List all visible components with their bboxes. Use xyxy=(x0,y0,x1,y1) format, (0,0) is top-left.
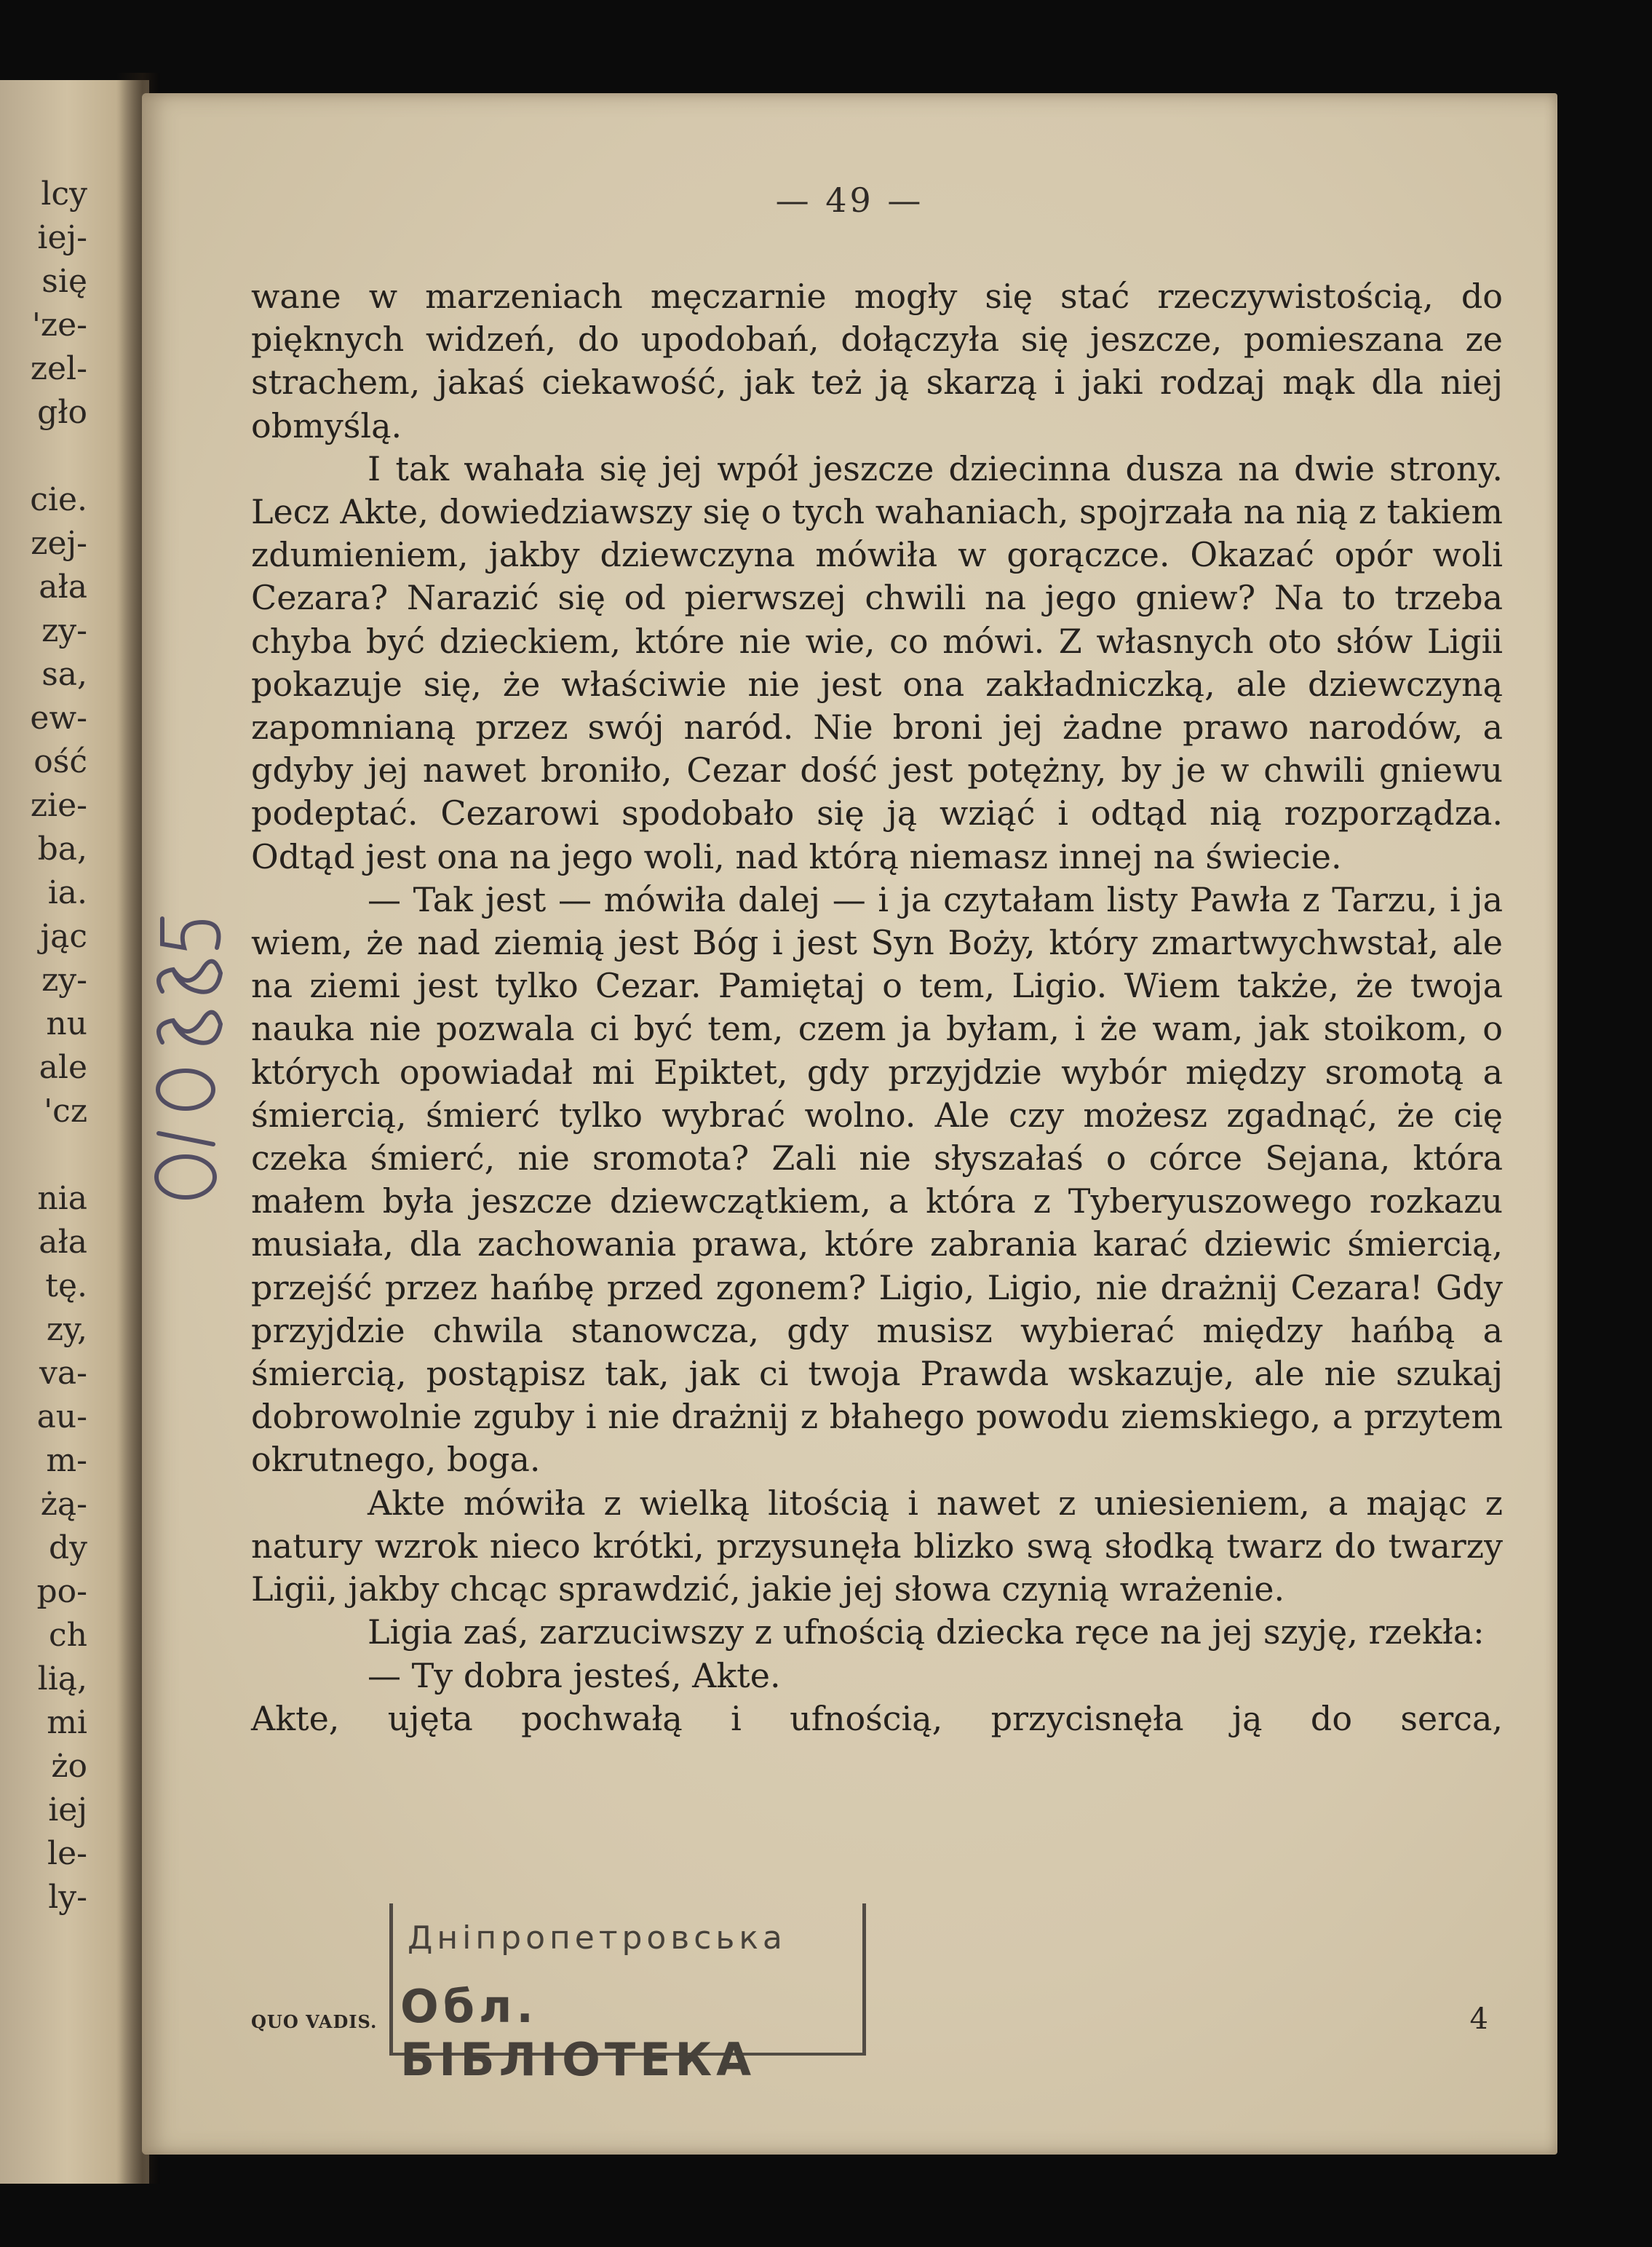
page-body-text xyxy=(251,275,1503,1740)
previous-page-fragment: iej xyxy=(48,1791,87,1828)
printer-signature: QUO VADIS. xyxy=(251,2011,378,2032)
previous-page-fragment: sa, xyxy=(41,656,87,693)
previous-page-fragment: zel- xyxy=(30,350,87,387)
previous-page-fragment: m- xyxy=(46,1442,87,1479)
paragraph: — Tak jest — mówiła dalej — i ja czytałam listy Pawła z Tarzu, i ja wiem, że nad ziemią jest Bóg i jest Syn Boży, który zmartwychwstał, ale na ziemi jest tylko Cezar. Pamiętaj o tem, Ligio. Wiem także, że twoja nauka nie pozwala ci być tem, czem ja byłam, i że wam, jak stoikom, o których opowiadał mi Epiktet, gdy przyjdzie wybór między sromotą a śmiercią, śmierć tylko wybrać wolno. Ale czy możesz zgadnąć, że cię czeka śmierć, nie sromota? Zali nie słyszałaś o córce Sejana, która małem była jeszcze dziewczątkiem, a która z Tyberyuszowego rozkazu musiała, dla zachowania prawa, które zabrania karać dziewic śmiercią, przejść przez hańbę przed zgonem? Ligio, Ligio, nie drażnij Cezara! Gdy przyjdzie chwila stanowcza, gdy musisz wybierać między hańbą a śmiercią, postąpisz tak, jak ci twoja Prawda wskazuje, ale nie szukaj dobrowolnie zguby i nie drażnij z błahego powodu ziemskiego, a przytem okrutnego, boga. xyxy=(251,879,1503,1480)
previous-page-fragment: zy- xyxy=(41,962,87,999)
paragraph: wane w marzeniach męczarnie mogły się stać rzeczywistością, do pięknych widzeń, do upodobań, dołączyła się jeszcze, pomieszana ze strachem, jakaś ciekawość, jak też ją skarzą i jaki rodzaj mąk dla niej obmyślą. xyxy=(251,277,1503,445)
page-header: — 49 — xyxy=(775,181,924,220)
previous-page-fragment: ość xyxy=(33,743,87,780)
previous-page-fragment: zie- xyxy=(30,787,87,824)
previous-page-fragment: ba, xyxy=(37,831,87,868)
previous-page-fragment: się xyxy=(41,263,87,300)
previous-page-fragment: żą- xyxy=(40,1486,87,1523)
stamp-line-1: Дніпропетровська xyxy=(408,1919,787,1957)
previous-page-fragment: zy, xyxy=(46,1311,87,1348)
previous-page-fragment: cie. xyxy=(30,481,87,518)
previous-page-fragment: żo xyxy=(51,1748,87,1785)
book-page xyxy=(142,93,1557,2155)
library-stamp xyxy=(389,1903,866,2086)
paragraph: Akte mówiła z wielką litością i nawet z uniesieniem, a mając z natury wzrok nieco krótki, przysunęła blizko swą słodką twarz do twarzy Ligii, jakby chcąc sprawdzić, jakie jej słowa czynią wrażenie. xyxy=(251,1483,1503,1609)
previous-page-fragment: 'cz xyxy=(44,1093,87,1130)
paragraph: Akte, ujęta pochwałą i ufnością, przycisnęła ją do serca, xyxy=(251,1698,1503,1738)
previous-page-fragment: po- xyxy=(36,1573,87,1610)
previous-page-fragment: zy- xyxy=(41,612,87,649)
paragraph: Ligia zaś, zarzuciwszy z ufnością dziecka ręce na jej szyję, rzekła: xyxy=(368,1612,1485,1652)
previous-page-fragment: dy xyxy=(48,1529,87,1566)
paragraph: I tak wahała się jej wpół jeszcze dziecinna dusza na dwie strony. Lecz Akte, dowiedziawszy się o tych wahaniach, spojrzała na nią z takiem zdumieniem, jakby dziewczyna mówiła w gorączce. Okazać opór woli Cezara? Narazić się od pierwszej chwili na jego gniew? Na to trzeba chyba być dzieckiem, które nie wie, co mówi. Z własnych oto słów Ligii pokazuje się, że właściwie nie jest ona zakładniczką, ale dziewczyną zapomnianą przez swój naród. Nie broni jej żadne prawo narodów, a gdyby jej nawet broniło, Cezar dość jest potężny, by je w chwili gniewu podeptać. Cezarowi spodobało się ją wziąć i odtąd nią rozporządza. Odtąd jest ona na jego woli, nad którą niemasz innej na świecie. xyxy=(251,448,1503,876)
previous-page-fragment: mi xyxy=(47,1704,87,1741)
previous-page-fragment: ała xyxy=(39,1224,87,1261)
previous-page-fragment: tę. xyxy=(45,1267,87,1304)
previous-page-fragment: ew- xyxy=(30,700,87,737)
previous-page-fragment: au- xyxy=(36,1398,87,1435)
previous-page-fragment: iej- xyxy=(37,219,87,256)
previous-page-fragment: ly- xyxy=(48,1879,87,1916)
previous-page-fragment: jąc xyxy=(40,918,87,955)
previous-page-fragment: lcy xyxy=(41,175,87,213)
previous-page-fragment: ale xyxy=(39,1049,87,1086)
previous-page-fragment: va- xyxy=(39,1355,87,1392)
handwritten-inventory-number xyxy=(142,877,229,1223)
previous-page-fragment: ch xyxy=(49,1617,87,1654)
paragraph: — Ty dobra jesteś, Akte. xyxy=(368,1655,781,1695)
previous-page-fragment: gło xyxy=(37,394,87,431)
previous-page-fragment: le- xyxy=(47,1835,87,1872)
previous-page-fragment: ia. xyxy=(47,874,87,911)
stamp-line-2: Обл. БІБЛІОТЕКА xyxy=(400,1980,756,2086)
previous-page-fragment: ała xyxy=(39,568,87,606)
sheet-number: 4 xyxy=(1469,2002,1488,2036)
previous-page-fragment: lią, xyxy=(37,1660,87,1697)
previous-page-fragment: nu xyxy=(46,1005,87,1042)
previous-page-fragment: nia xyxy=(37,1180,87,1217)
previous-page-fragment: zej- xyxy=(31,525,87,562)
previous-page-fragment: 'ze- xyxy=(31,306,87,344)
